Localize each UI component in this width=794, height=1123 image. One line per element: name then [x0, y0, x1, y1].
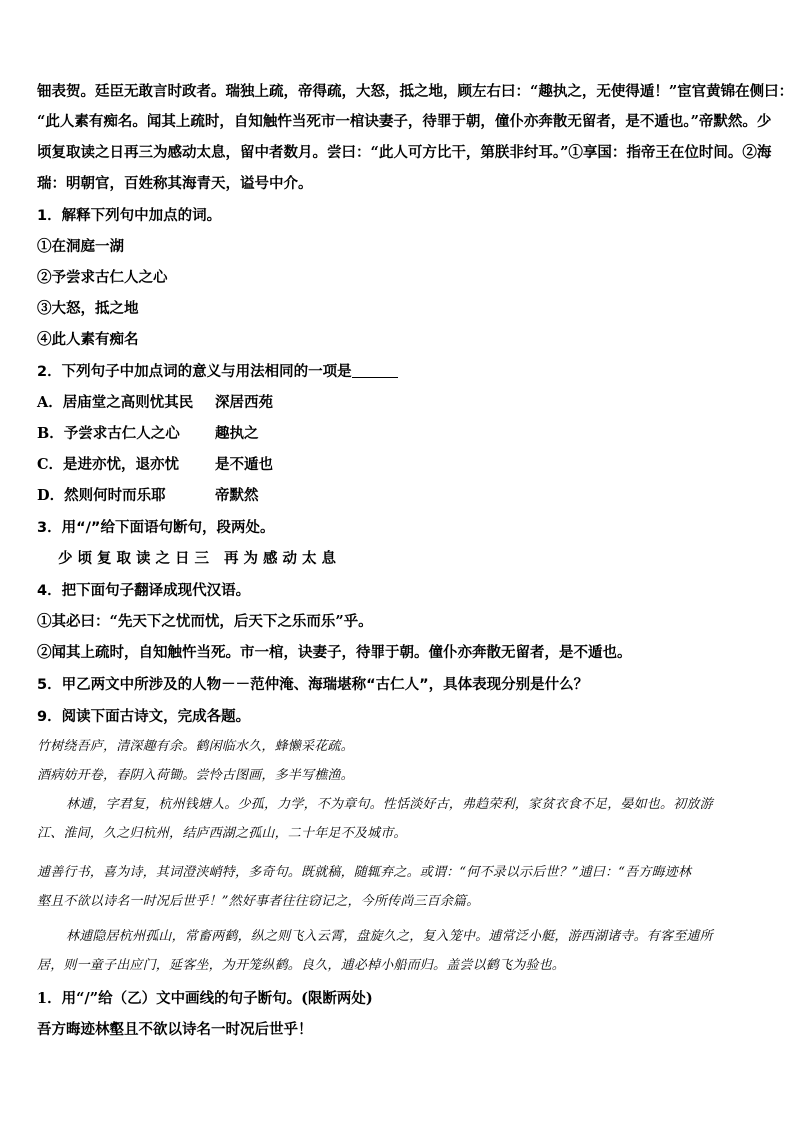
q9-sub1-title: 1．用“/”给（乙）文中画线的句子断句。(限断两处)	[37, 990, 373, 1007]
q3-sentence: 少顷复取读之日三 再为感动太息	[58, 550, 342, 567]
q2-option-a	[37, 393, 764, 413]
q1-item: ②予尝求古仁人之心	[37, 269, 168, 286]
question-3-title: 3．用“/”给下面语句断句，段两处。	[37, 520, 275, 536]
question-2-text: 2．下列句子中加点词的意义与用法相同的一项是	[37, 364, 352, 380]
q2-option-d	[37, 486, 764, 506]
question-9-title: 9．阅读下面古诗文，完成各题。	[37, 709, 251, 725]
q2-option-c	[37, 455, 764, 475]
question-1-title: 1．解释下列句中加点的词。	[37, 208, 222, 224]
answer-blank[interactable]	[352, 363, 398, 378]
q4-item: ②闻其上疏时，自知触忤当死。市一棺，诀妻子，待罪于朝。僮仆亦奔散无留者，是不遁也。	[37, 644, 632, 661]
option-left: C．是进亦忧，退亦忧	[37, 456, 180, 473]
q9-sub1-sentence: 吾方晦迹林壑且不欲以诗名一时况后世乎！	[37, 1021, 313, 1038]
poem-line: 竹树绕吾庐，清深趣有余。鹤闲临水久，蜂懒采花疏。	[37, 739, 354, 754]
option-right: 深居西苑	[215, 394, 273, 411]
passage-line: 瑞：明朝官，百姓称其海青天，谥号中介。	[37, 175, 313, 192]
q1-item: ③大怒，抵之地	[37, 300, 139, 317]
question-4-title: 4．把下面句子翻译成现代汉语。	[37, 583, 251, 599]
prose-line: 逋善行书，喜为诗，其词澄浃峭特，多奇句。既就稿，随辄弃之。或谓：“何不录以示后世？”逋曰：“吾方晦迹林	[37, 865, 692, 880]
prose-line: 江、淮间，久之归杭州，结庐西湖之孤山，二十年足不及城市。	[37, 826, 407, 841]
option-left: D．然则何时而乐耶	[37, 487, 166, 504]
option-left: A．居庙堂之高则忧其民	[37, 394, 194, 411]
prose-line: 壑且不欲以诗名一时况后世乎！”然好事者往往窃记之，今所传尚三百余篇。	[37, 894, 480, 909]
question-2-title	[37, 362, 764, 382]
q4-item: ①其必曰：“先天下之忧而忧，后天下之乐而乐”乎。	[37, 613, 373, 630]
q2-option-b	[37, 424, 764, 444]
option-left: B．予尝求古仁人之心	[37, 425, 180, 442]
passage-line: “此人素有痴名。闻其上疏时，自知触忤当死市一棺诀妻子，待罪于朝，僮仆亦奔散无留者，是不遁也。”帝默然。少	[37, 113, 772, 130]
passage-line: 顷复取读之日再三为感动太息，留中者数月。尝曰：“此人可方比干，第朕非纣耳。”①享国：指帝王在位时间。②海	[37, 144, 772, 161]
passage-line: 钿表贺。廷臣无敢言时政者。瑞独上疏，帝得疏，大怒，抵之地，顾左右曰：“趣执之，无使得遁！”宦官黄锦在侧曰：	[37, 83, 794, 100]
option-right: 趣执之	[215, 425, 259, 442]
q1-item: ①在洞庭一湖	[37, 238, 124, 255]
prose-line: 林逋隐居杭州孤山，常畜两鹤，纵之则飞入云霄，盘旋久之，复入笼中。逋常泛小艇，游西湖诸寺。有客至逋所	[66, 929, 713, 944]
question-5-title: 5．甲乙两文中所涉及的人物－－范仲淹、海瑞堪称“古仁人”，具体表现分别是什么？	[37, 677, 589, 693]
prose-line: 林逋，字君复，杭州钱塘人。少孤，力学，不为章句。性恬淡好古，弗趋荣利，家贫衣食不足，晏如也。初放游	[66, 797, 713, 812]
option-right: 帝默然	[215, 487, 259, 504]
q1-item: ④此人素有痴名	[37, 331, 139, 348]
option-right: 是不遁也	[215, 456, 273, 473]
poem-line: 酒病妨开卷，春阴入荷锄。尝怜古图画，多半写樵渔。	[37, 768, 354, 783]
prose-line: 居，则一童子出应门，延客坐，为开笼纵鹤。良久，逋必棹小船而归。盖尝以鹤飞为验也。	[37, 958, 566, 973]
